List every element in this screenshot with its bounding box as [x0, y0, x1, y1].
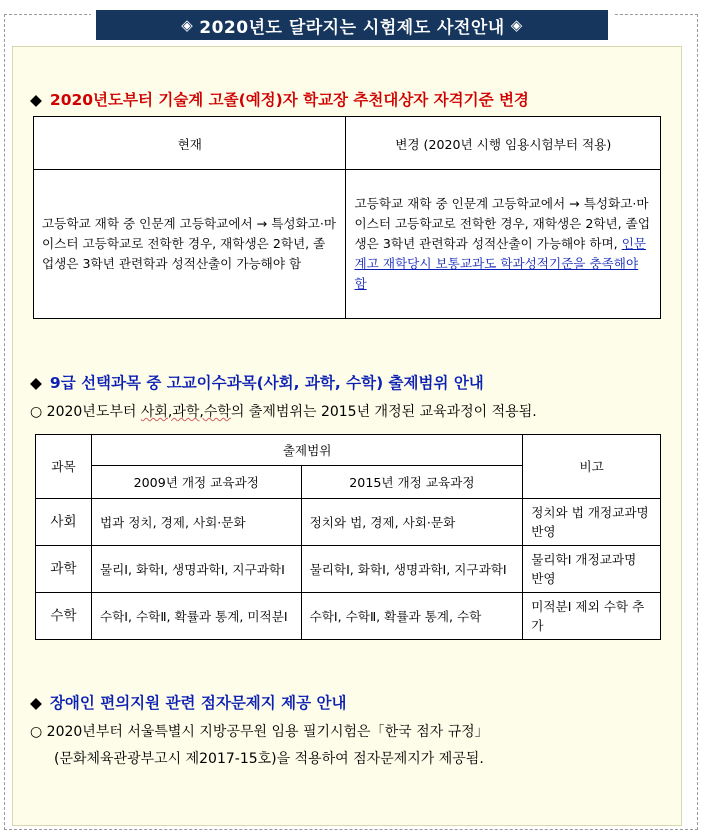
row-subject: 사회 [36, 499, 92, 546]
row-subject: 과학 [36, 546, 92, 593]
row-2015: 물리학Ⅰ, 화학Ⅰ, 생명과학Ⅰ, 지구과학Ⅰ [301, 546, 523, 593]
notice-suffix: 의 출제범위는 2015년 개정된 교육과정이 적용됨. [230, 404, 537, 420]
circle-bullet-icon: ○ [30, 404, 43, 420]
page-banner [91, 10, 613, 40]
section3-notice-text2: (문화체육관광부고시 제2017-15호)을 적용하여 점자문제지가 제공됨. [54, 751, 484, 767]
diamond-icon-right: ◈ [510, 16, 523, 34]
header-2015: 2015년 개정 교육과정 [301, 466, 523, 499]
section1-title: 2020년도부터 기술계 고졸(예정)자 학교장 추천대상자 자격기준 변경 [49, 91, 529, 109]
header-2009: 2009년 개정 교육과정 [91, 466, 301, 499]
header-note: 비고 [523, 435, 661, 499]
row-2015: 정치와 법, 경제, 사회·문화 [301, 499, 523, 546]
section3-heading [30, 691, 346, 713]
section2-notice [30, 401, 537, 421]
section2-heading [30, 371, 484, 393]
changed-criteria-text: 고등학교 재학 중 인문계 고등학교에서 → 특성화고·마이스터 고등학교로 전학한 경우, 재학생은 2학년, 졸업생은 3학년 관련학과 성적산출이 가능해야 하며, [354, 196, 650, 251]
section3-notice-line2 [54, 748, 484, 768]
changed-criteria [346, 170, 661, 319]
header-current: 현재 [34, 117, 346, 170]
circle-bullet-icon: ○ [30, 724, 43, 740]
header-subject: 과목 [36, 435, 92, 499]
section1-heading [30, 88, 529, 110]
row-2009: 물리Ⅰ, 화학Ⅰ, 생명과학Ⅰ, 지구과학Ⅰ [91, 546, 301, 593]
diamond-bullet-icon: ◆ [30, 91, 42, 109]
row-note: 정치와 법 개정교과명 반영 [523, 499, 661, 546]
current-criteria-text: 고등학교 재학 중 인문계 고등학교에서 → 특성화고·마이스터 고등학교로 전학한 경우, 재학생은 2학년, 졸업생은 3학년 관련학과 성적산출이 가능해야 함 [42, 216, 337, 271]
table-row [36, 593, 661, 640]
section3-notice-text1: 2020년부터 서울특별시 지방공무원 임용 필기시험은「한국 점자 규정」 [46, 724, 489, 740]
row-note: 미적분Ⅰ 제외 수학 추가 [523, 593, 661, 640]
diamond-bullet-icon: ◆ [30, 694, 42, 712]
current-criteria [34, 170, 346, 319]
notice-prefix: 2020년도부터 [46, 404, 141, 420]
diamond-bullet-icon: ◆ [30, 374, 42, 392]
exam-scope-table [35, 434, 661, 640]
diamond-icon-left: ◈ [181, 16, 194, 34]
table-row [36, 546, 661, 593]
table-row [36, 499, 661, 546]
section3-notice-line1 [30, 721, 489, 741]
row-2015: 수학Ⅰ, 수학Ⅱ, 확률과 통계, 수학 [301, 593, 523, 640]
section3-title: 장애인 편의지원 관련 점자문제지 제공 안내 [49, 694, 347, 712]
section2-title: 9급 선택과목 중 고교이수과목(사회, 과학, 수학) 출제범위 안내 [49, 374, 484, 392]
header-scope: 출제범위 [91, 435, 522, 466]
header-changed: 변경 (2020년 시행 임용시험부터 적용) [346, 117, 661, 170]
row-2009: 법과 정치, 경제, 사회·문화 [91, 499, 301, 546]
banner-title: 2020년도 달라지는 시험제도 사전안내 [199, 17, 505, 38]
criteria-table [33, 116, 661, 319]
notice-subjects: 사회,과학,수학 [140, 404, 231, 420]
row-2009: 수학Ⅰ, 수학Ⅱ, 확률과 통계, 미적분Ⅰ [91, 593, 301, 640]
changed-criteria-emphasis: 인문계고 재학당시 보통교과도 학과성적기준을 충족해야 함 [354, 236, 647, 291]
row-subject: 수학 [36, 593, 92, 640]
row-note: 물리학Ⅰ 개정교과명 반영 [523, 546, 661, 593]
